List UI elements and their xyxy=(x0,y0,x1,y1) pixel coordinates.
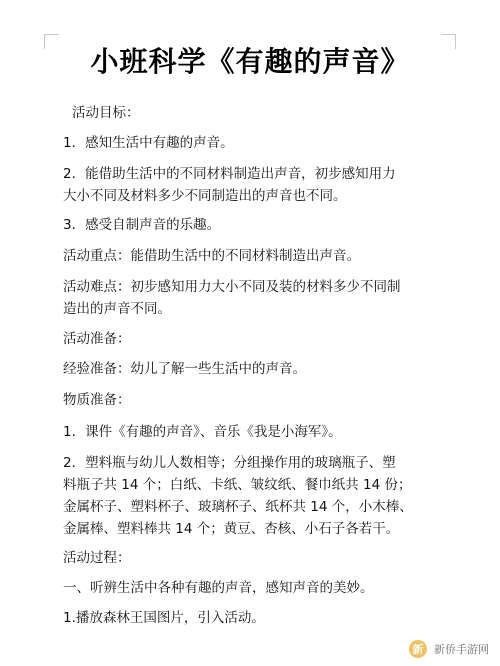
document-title: 小班科学《有趣的声音》 xyxy=(90,45,410,78)
watermark xyxy=(409,640,492,658)
watermark-logo-icon: 新 xyxy=(409,640,427,658)
material-item-2-line-1: 2．塑料瓶与幼儿人数相等；分组操作用的玻璃瓶子、塑 xyxy=(63,455,396,471)
material-item-2-line-3: 金属杯子、塑料杯子、玻璃杯子、纸杯共 14 个，小木棒、 xyxy=(63,499,413,515)
experience-preparation: 经验准备：幼儿了解一些生活中的声音。 xyxy=(63,361,306,377)
process-step-1: 一、听辨生活中各种有趣的声音，感知声音的美妙。 xyxy=(63,580,374,596)
section-heading-process: 活动过程： xyxy=(63,550,131,566)
material-preparation-heading: 物质准备： xyxy=(63,392,131,408)
goal-item-1: 1．感知生活中有趣的声音。 xyxy=(63,135,234,151)
material-item-2-line-2: 料瓶子共 14 个；白纸、卡纸、皱纹纸、餐巾纸共 14 份； xyxy=(63,477,412,493)
process-substep-1: 1.播放森林王国图片，引入活动。 xyxy=(63,610,265,626)
material-item-1: 1．课件《有趣的声音》、音乐《我是小海军》。 xyxy=(63,424,342,440)
watermark-text: 新侨手游网 xyxy=(431,640,492,658)
goal-item-3: 3．感受自制声音的乐趣。 xyxy=(63,217,221,233)
goal-item-2-line-1: 2．能借助生活中的不同材料制造出声音，初步感知用力 xyxy=(63,166,396,182)
material-item-2-line-4: 金属棒、塑料棒共 14 个；黄豆、杏核、小石子各若干。 xyxy=(63,521,400,537)
difficulty-line-1: 活动难点：初步感知用力大小不同及装的材料多少不同制 xyxy=(63,279,401,295)
key-point: 活动重点：能借助生活中的不同材料制造出声音。 xyxy=(63,248,360,264)
section-heading-goals: 活动目标： xyxy=(72,105,140,121)
section-heading-preparation: 活动准备： xyxy=(63,331,131,347)
goal-item-2-line-2: 大小不同及材料多少不同制造出的声音也不同。 xyxy=(63,188,347,204)
difficulty-line-2: 造出的声音不同。 xyxy=(63,301,171,317)
